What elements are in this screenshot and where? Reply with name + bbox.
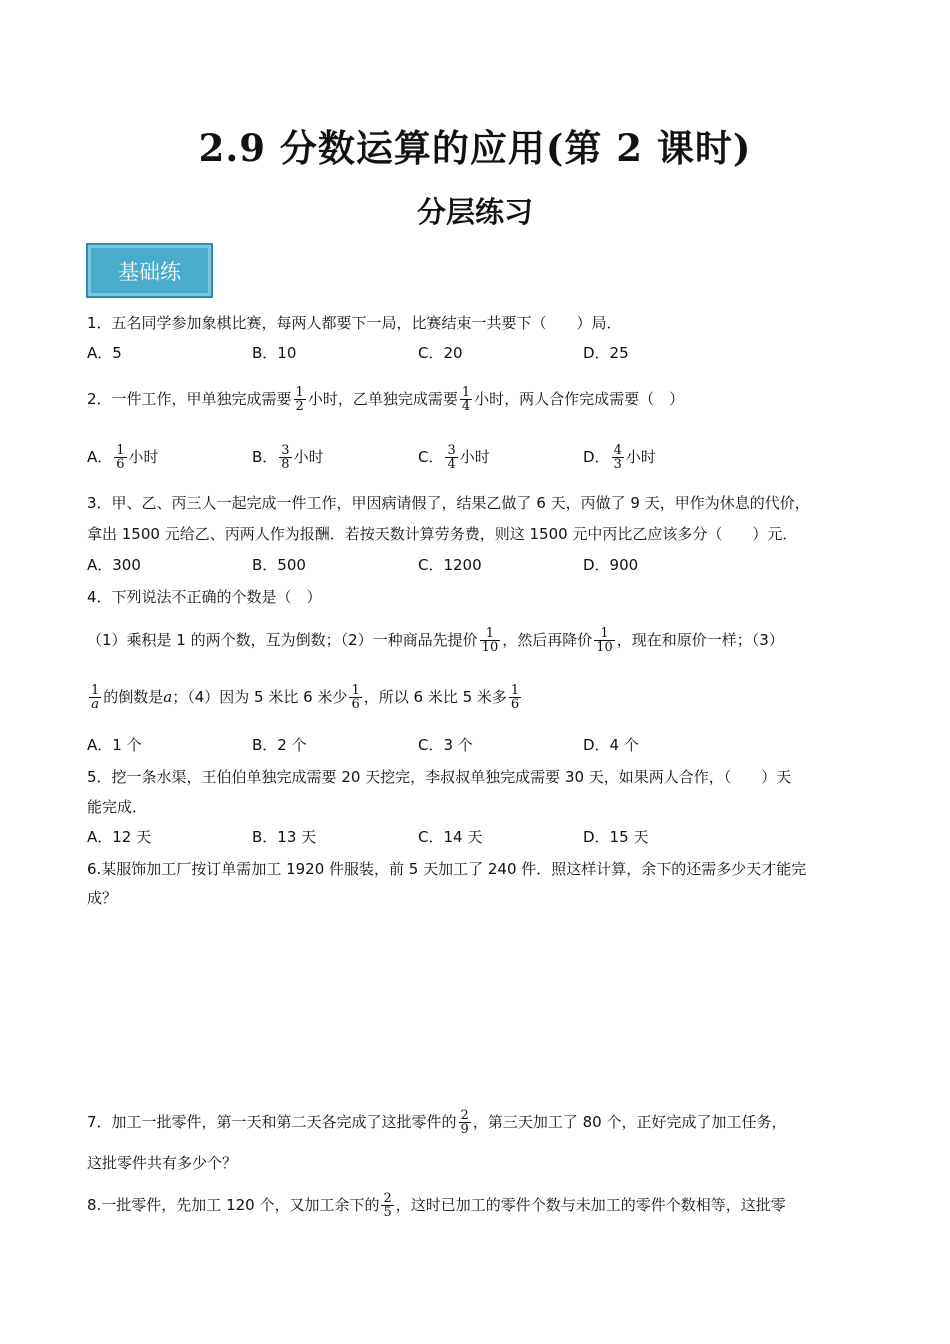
fraction: $\frac{1}{10}$ [596, 626, 613, 655]
question-5-line-1: 5．挖一条水渠，王伯伯单独完成需要 20 天挖完，李叔叔单独完成需要 30 天，如果两人合作，（ ）天 [87, 768, 792, 786]
q2-option-a: A． $\frac{1}{6}$ 小时 [87, 443, 159, 472]
fraction: $\frac{1}{4}$ [461, 385, 471, 414]
question-6-line-2: 成？ [87, 889, 118, 907]
question-7-line-2: 这批零件共有多少个？ [87, 1154, 238, 1172]
q1-option-c: C．20 [418, 344, 463, 362]
q5-option-d: D．15 天 [583, 828, 649, 846]
page-title: 2.9 分数运算的应用(第 2 课时) [198, 126, 752, 170]
question-8-line-1: 8.一批零件，先加工 120 个，又加工余下的 $\frac{2}{5}$ ，这时已加工的零件个数与未加工的零件个数相等，这批零 [87, 1191, 786, 1220]
q5-option-c: C．14 天 [418, 828, 483, 846]
fraction: $\frac{1}{a}$ [91, 683, 100, 712]
fraction: $\frac{2}{5}$ [383, 1191, 392, 1220]
q1-option-a: A．5 [87, 344, 122, 362]
q2-option-c: C． $\frac{3}{4}$ 小时 [418, 443, 490, 472]
q4-option-b: B．2 个 [252, 736, 307, 754]
q4-option-d: D．4 个 [583, 736, 639, 754]
fraction: $\frac{2}{9}$ [460, 1108, 469, 1137]
q1-option-b: B．10 [252, 344, 297, 362]
question-1: 1．五名同学参加象棋比赛，每两人都要下一局，比赛结束一共要下（ ）局． [87, 314, 622, 332]
question-6-line-1: 6.某服饰加工厂按订单需加工 1920 件服装，前 5 天加工了 240 件．照这样计算，余下的还需多少天才能完 [87, 860, 807, 878]
q5-option-a: A．12 天 [87, 828, 152, 846]
question-4: 4．下列说法不正确的个数是（ ） [87, 588, 322, 606]
question-4-statements-2: $\frac{1}{a}$ 的倒数是a；（4）因为 5 米比 6 米少 $\frac{1}{6}$ ，所以 6 米比 5 米多 $\frac{1}{6}$ [91, 683, 520, 712]
question-5-line-2: 能完成． [87, 798, 148, 816]
fraction: $\frac{1}{6}$ [351, 683, 360, 712]
question-3-line-2: 拿出 1500 元给乙、丙两人作为报酬．若按天数计算劳务费，则这 1500 元中丙比乙应该多分（ ）元． [87, 525, 798, 543]
q5-option-b: B．13 天 [252, 828, 317, 846]
q4-option-a: A．1 个 [87, 736, 142, 754]
fraction: $\frac{1}{10}$ [481, 626, 499, 655]
question-7-line-1: 7．加工一批零件，第一天和第二天各完成了这批零件的 $\frac{2}{9}$ ，第三天加工了 80 个，正好完成了加工任务， [87, 1108, 787, 1137]
section-badge: 基础练 [86, 243, 213, 298]
q2-option-b: B． $\frac{3}{8}$ 小时 [252, 443, 324, 472]
q3-option-a: A．300 [87, 556, 141, 574]
q4-option-c: C．3 个 [418, 736, 473, 754]
question-3-line-1: 3．甲、乙、丙三人一起完成一件工作，甲因病请假了，结果乙做了 6 天，丙做了 9 天，甲作为休息的代价， [87, 494, 810, 512]
question-4-statements-1: （1）乘积是 1 的两个数，互为倒数；（2）一种商品先提价 $\frac{1}{10}$ ，然后再降价 $\frac{1}{10}$ ，现在和原价一样；（3） [87, 626, 784, 655]
fraction: $\frac{1}{6}$ [510, 683, 520, 712]
q2-option-d: D． $\frac{4}{3}$ 小时 [583, 443, 656, 472]
question-2: 2．一件工作，甲单独完成需要 $\frac{1}{2}$ 小时，乙单独完成需要 $\frac{1}{4}$ 小时，两人合作完成需要（ ） [87, 385, 685, 414]
q3-option-c: C．1200 [418, 556, 482, 574]
q3-option-b: B．500 [252, 556, 306, 574]
fraction: $\frac{1}{2}$ [295, 385, 304, 414]
q1-option-d: D．25 [583, 344, 629, 362]
q3-option-d: D．900 [583, 556, 639, 574]
page-subtitle: 分层练习 [416, 195, 533, 229]
